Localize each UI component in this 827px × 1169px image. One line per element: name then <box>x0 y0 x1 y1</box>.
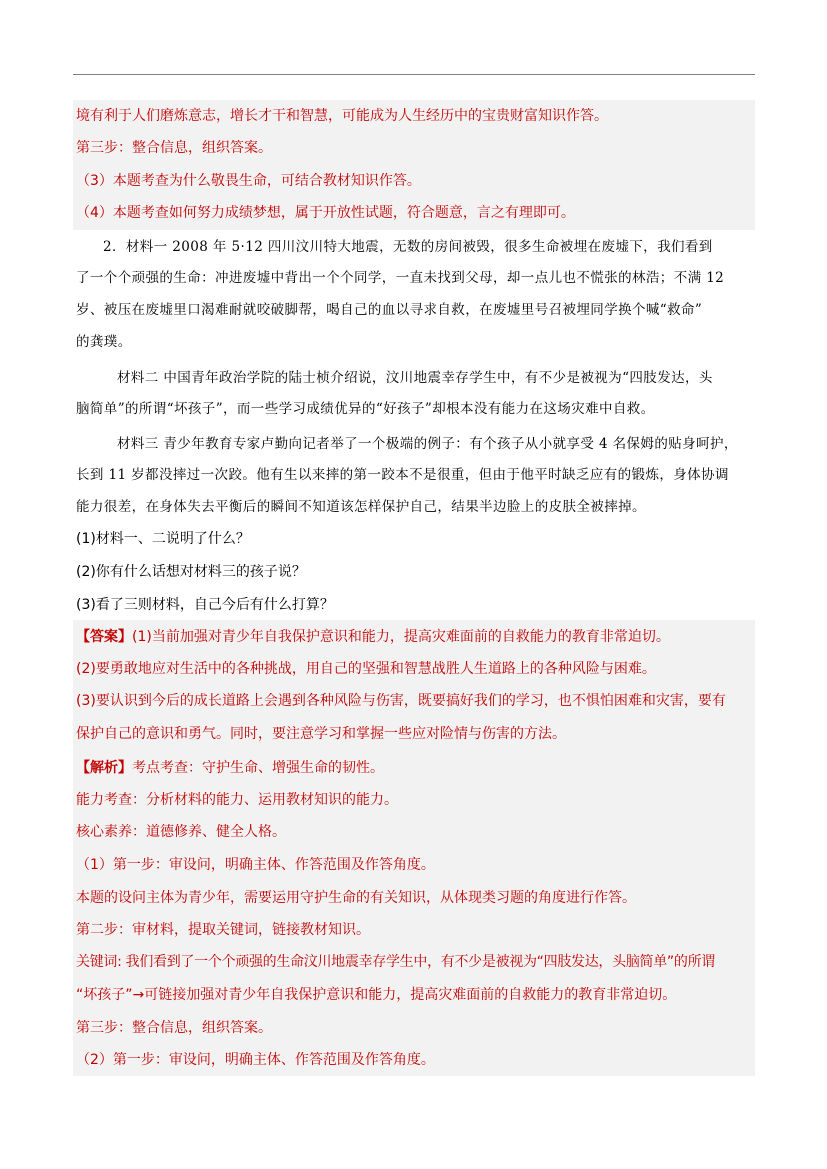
material-one-line: 的龚璞。 <box>76 334 132 350</box>
material-one-line: 岁、被压在废墟里口渴难耐就咬破脚帮，喝自己的血以寻求自救，在废墟里号召被埋同学换个喊“救命” <box>76 302 703 318</box>
analysis-line: 关键词: 我们看到了一个个顽强的生命汶川地震幸存学生中，有不少是被视为“四肢发达，头脑简单”的所谓 <box>76 954 715 970</box>
analysis-text: 考点考查：守护生命、增强生命的韧性。 <box>132 760 384 776</box>
material-three-line: 材料三 青少年教育专家卢勤向记者举了一个极端的例子：有个孩子从小就享受 4 名保姆的贴身呵护， <box>117 436 738 452</box>
answer-analysis-block <box>73 620 755 1076</box>
sub-question: (3)看了三则材料，自己今后有什么打算？ <box>76 597 334 613</box>
analysis-line: 能力考查：分析材料的能力、运用教材知识的能力。 <box>76 792 398 808</box>
answer-label: 【答案】 <box>76 629 132 645</box>
analysis-line: 第三步：整合信息，组织答案。 <box>76 140 272 156</box>
analysis-line: 核心素养：道德修养、健全人格。 <box>76 824 286 840</box>
analysis-line: “坏孩子”→可链接加强对青少年自我保护意识和能力，提高灾难面前的自救能力的教育非常迫切。 <box>76 987 677 1003</box>
answer-line: 保护自己的意识和勇气。同时，要注意学习和掌握一些应对险情与伤害的方法。 <box>76 726 566 742</box>
material-two-line: 脑简单”的所谓“坏孩子”，而一些学习成绩优异的“好孩子”却根本没有能力在这场灾难中自救。 <box>76 401 655 417</box>
answer-line: (3)要认识到今后的成长道路上会遇到各种风险与伤害，既要搞好我们的学习，也不惧怕困难和灾害，要有 <box>76 693 726 709</box>
header-rule <box>73 74 755 75</box>
material-one-line: 2．材料一 2008 年 5·12 四川汶川特大地震，无数的房间被毁，很多生命被埋在废墟下，我们看到 <box>103 239 713 255</box>
answer-text: (1)当前加强对青少年自我保护意识和能力，提高灾难面前的自救能力的教育非常迫切。 <box>132 629 670 645</box>
analysis-line: （4）本题考查如何努力成绩梦想，属于开放性试题，符合题意，言之有理即可。 <box>76 205 575 221</box>
analysis-line: 本题的设问主体为青少年，需要运用守护生命的有关知识，从体现类习题的角度进行作答。 <box>76 890 636 906</box>
answer-line: (2)要勇敢地应对生活中的各种挑战，用自己的坚强和智慧战胜人生道路上的各种风险与困难。 <box>76 661 656 677</box>
analysis-line: 境有利于人们磨炼意志，增长才干和智慧，可能成为人生经历中的宝贵财富知识作答。 <box>76 108 608 124</box>
analysis-line: 第三步：整合信息，组织答案。 <box>76 1020 272 1036</box>
sub-question: (1)材料一、二说明了什么？ <box>76 531 250 547</box>
material-three-line: 长到 11 岁都没摔过一次跤。他有生以来摔的第一跤本不是很重，但由于他平时缺乏应有的锻炼，身体协调 <box>76 467 729 483</box>
analysis-line: （3）本题考查为什么敬畏生命，可结合教材知识作答。 <box>76 173 421 189</box>
answer-line <box>76 627 752 647</box>
material-two-line: 材料二 中国青年政治学院的陆士桢介绍说，汶川地震幸存学生中，有不少是被视为“四肢发达，头 <box>117 370 713 386</box>
sub-question: (2)你有什么话想对材料三的孩子说？ <box>76 564 306 580</box>
analysis-line: （1）第一步：审设问，明确主体、作答范围及作答角度。 <box>76 857 435 873</box>
analysis-line: 第二步：审材料，提取关键词，链接教材知识。 <box>76 922 370 938</box>
analysis-line: （2）第一步：审设问，明确主体、作答范围及作答角度。 <box>76 1052 435 1068</box>
material-one-line: 了一个个顽强的生命：冲进废墟中背出一个个同学，一直未找到父母，却一点儿也不慌张的林浩；不满 12 <box>76 270 725 286</box>
analysis-label: 【解析】 <box>76 760 132 776</box>
material-three-line: 能力很差，在身体失去平衡后的瞬间不知道该怎样保护自己，结果半边脸上的皮肤全被摔掉。 <box>76 499 646 515</box>
analysis-line <box>76 758 752 778</box>
